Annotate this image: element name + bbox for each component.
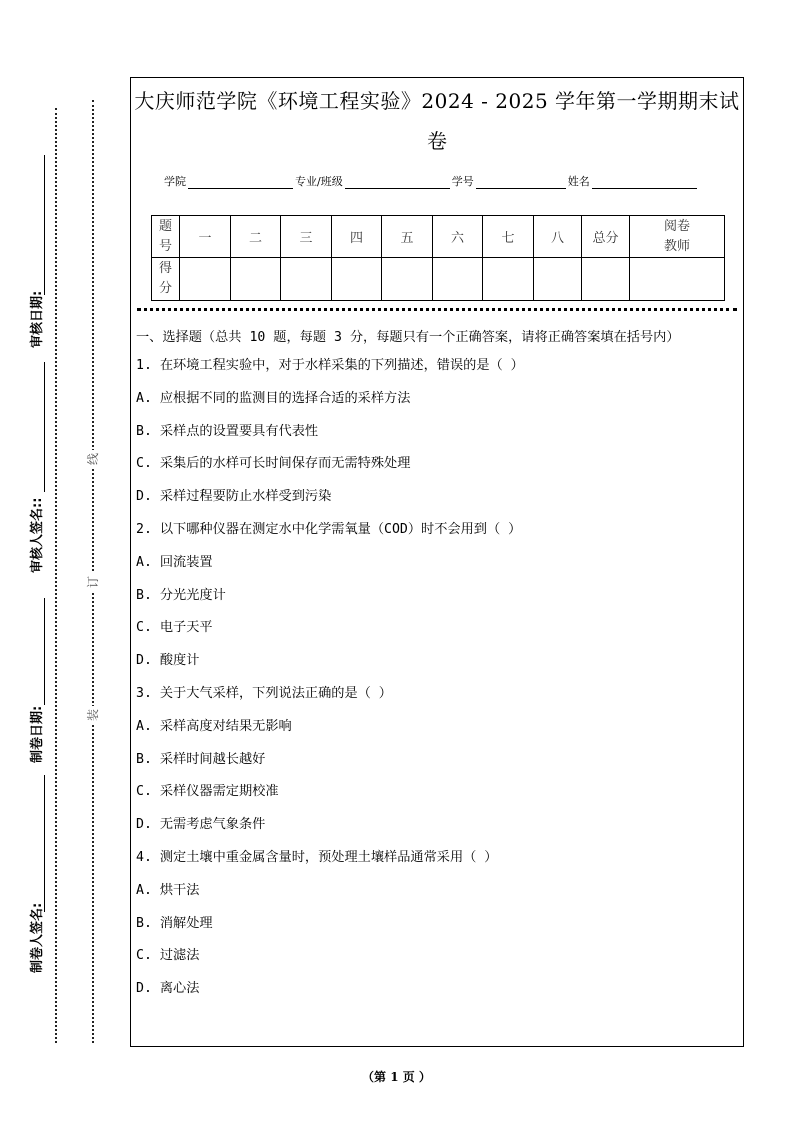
question-option: B. 采样时间越长越好	[136, 751, 266, 767]
student-id-field[interactable]	[476, 176, 566, 189]
reviewer-cell[interactable]	[630, 258, 725, 301]
review-date-label: 审核日期:	[30, 290, 45, 348]
bind-word-line: 线	[86, 450, 100, 468]
column-header: 五	[382, 216, 433, 258]
major-class-label: 专业/班级	[295, 175, 343, 188]
question-option: A. 采样高度对结果无影响	[136, 718, 292, 734]
question-option: D. 酸度计	[136, 653, 200, 669]
score-table-score-row	[152, 258, 725, 301]
exam-date-label: 制卷日期:	[30, 705, 45, 763]
score-cell[interactable]	[231, 258, 281, 301]
score-table-header-row	[152, 216, 725, 258]
total-score-header: 总分	[582, 216, 630, 258]
question-stem: 3. 关于大气采样，下列说法正确的是（ ）	[136, 685, 392, 701]
bind-word-staple: 订	[86, 573, 100, 591]
major-class-field[interactable]	[345, 176, 450, 189]
signature-line	[44, 362, 45, 492]
column-header: 二	[231, 216, 281, 258]
section-multiple-choice	[136, 332, 737, 1012]
total-score-cell[interactable]	[582, 258, 630, 301]
question-option: C. 采样仪器需定期校准	[136, 784, 279, 800]
author-signature-label: 制卷人签名:	[30, 902, 45, 973]
signature-line	[44, 155, 45, 295]
question-stem: 2. 以下哪种仪器在测定水中化学需氧量（COD）时不会用到（ ）	[136, 521, 522, 537]
column-header: 三	[281, 216, 332, 258]
exam-title: 大庆师范学院《环境工程实验》2024 - 2025 学年第一学期期末试	[134, 89, 740, 113]
exam-title-wrap: 卷	[427, 129, 447, 153]
score-cell[interactable]	[382, 258, 433, 301]
question-option: D. 离心法	[136, 981, 200, 997]
column-header: 四	[332, 216, 382, 258]
reviewer-header: 阅卷 教师	[630, 216, 725, 258]
name-field[interactable]	[592, 176, 697, 189]
student-info-row	[164, 173, 699, 189]
exam-paper-frame	[130, 77, 744, 1047]
score-cell[interactable]	[534, 258, 582, 301]
section-heading: 一、选择题（总共 10 题，每题 3 分，每题只有一个正确答案，请将正确答案填在括号内）	[136, 330, 680, 345]
score-table	[151, 215, 725, 301]
question-option: D. 无需考虑气象条件	[136, 817, 266, 833]
question-number-header: 题 号	[152, 216, 180, 258]
reviewer-signature-label: 审核人签名::	[30, 497, 45, 573]
question-option: A. 烘干法	[136, 882, 200, 898]
score-cell[interactable]	[433, 258, 483, 301]
question-stem: 1. 在环境工程实验中，对于水样采集的下列描述，错误的是（ ）	[136, 358, 524, 373]
student-id-label: 学号	[451, 175, 474, 188]
question-option: C. 电子天平	[136, 620, 213, 636]
column-header: 一	[180, 216, 231, 258]
score-cell[interactable]	[281, 258, 332, 301]
question-option: B. 分光光度计	[136, 587, 226, 603]
score-row-header: 得 分	[152, 258, 180, 301]
bind-word-bind: 装	[86, 706, 100, 724]
college-label: 学院	[164, 175, 186, 188]
signature-line	[44, 598, 45, 705]
score-cell[interactable]	[483, 258, 534, 301]
question-option: A. 回流装置	[136, 554, 213, 570]
college-field[interactable]	[188, 176, 293, 189]
question-option: B. 采样点的设置要具有代表性	[136, 423, 319, 439]
question-option: D. 采样过程要防止水样受到污染	[136, 489, 332, 505]
name-label: 姓名	[567, 175, 590, 188]
binding-dotted-line-outer	[92, 100, 94, 1043]
column-header: 七	[483, 216, 534, 258]
score-cell[interactable]	[332, 258, 382, 301]
question-option: A. 应根据不同的监测目的选择合适的采样方法	[136, 390, 411, 406]
column-header: 六	[433, 216, 483, 258]
question-option: C. 过滤法	[136, 948, 200, 964]
question-option: B. 消解处理	[136, 915, 213, 931]
question-option: C. 采集后的水样可长时间保存而无需特殊处理	[136, 456, 411, 472]
score-cell[interactable]	[180, 258, 231, 301]
signature-line	[44, 775, 45, 912]
column-header: 八	[534, 216, 582, 258]
binding-dotted-line-inner	[55, 108, 57, 1043]
question-stem: 4. 测定土壤中重金属含量时，预处理土壤样品通常采用（ ）	[136, 849, 498, 865]
dotted-separator	[137, 308, 737, 311]
page-number: （第 1 页 ）	[362, 1070, 431, 1084]
